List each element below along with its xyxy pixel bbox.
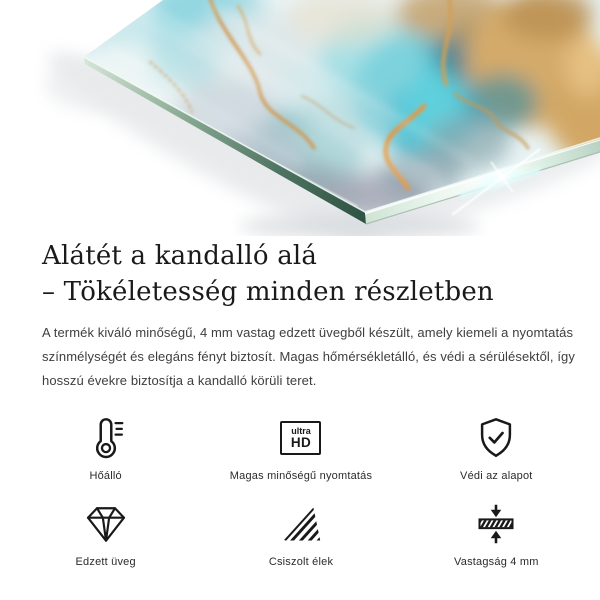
beveled-edge-icon: [279, 501, 323, 547]
feature-ultra-hd-print: [203, 415, 398, 483]
thickness-icon: [474, 501, 518, 547]
feature-heat-resistant: [8, 415, 203, 483]
shield-check-icon: [473, 415, 519, 461]
page-title-line1: Alátét a kandalló alá: [42, 241, 318, 271]
feature-label: Csiszolt élek: [268, 556, 334, 568]
feature-label: Magas minőségű nyomtatás: [229, 470, 373, 482]
ultra-hd-label-bottom: HD: [290, 435, 312, 450]
features-grid: [8, 415, 594, 569]
feature-tempered-glass: [8, 501, 203, 569]
ultra-hd-icon: [280, 415, 321, 461]
description-line: A termék kiváló minőségű, 4 mm vastag edzett üvegből készült, amely kiemeli a nyomtatás: [42, 325, 574, 340]
feature-label: Edzett üveg: [75, 556, 136, 568]
feature-protects-base: [399, 415, 594, 483]
page-title: [42, 238, 560, 310]
feature-polished-edges: [203, 501, 398, 569]
diamond-icon: [79, 501, 133, 547]
feature-label: Vastagság 4 mm: [454, 556, 539, 568]
description-line: színmélységét és elegáns fényt biztosít. Magas hőmérsékletálló, és védi a sérülésektől, így: [42, 349, 575, 364]
product-image: [0, 0, 600, 236]
content-section: [0, 236, 600, 569]
feature-thickness: [399, 501, 594, 569]
feature-label: Védi az alapot: [460, 470, 533, 482]
page-title-line2: – Tökéletesség minden részletben: [42, 277, 494, 307]
ultra-hd-label-top: ultra: [291, 426, 311, 436]
glass-panel-illustration: [0, 0, 600, 236]
thermometer-icon: [83, 415, 129, 461]
product-description: [42, 321, 575, 393]
description-line: hosszú évekre biztosítja a kandalló körüli teret.: [42, 373, 317, 388]
feature-label: Hőálló: [89, 470, 122, 482]
